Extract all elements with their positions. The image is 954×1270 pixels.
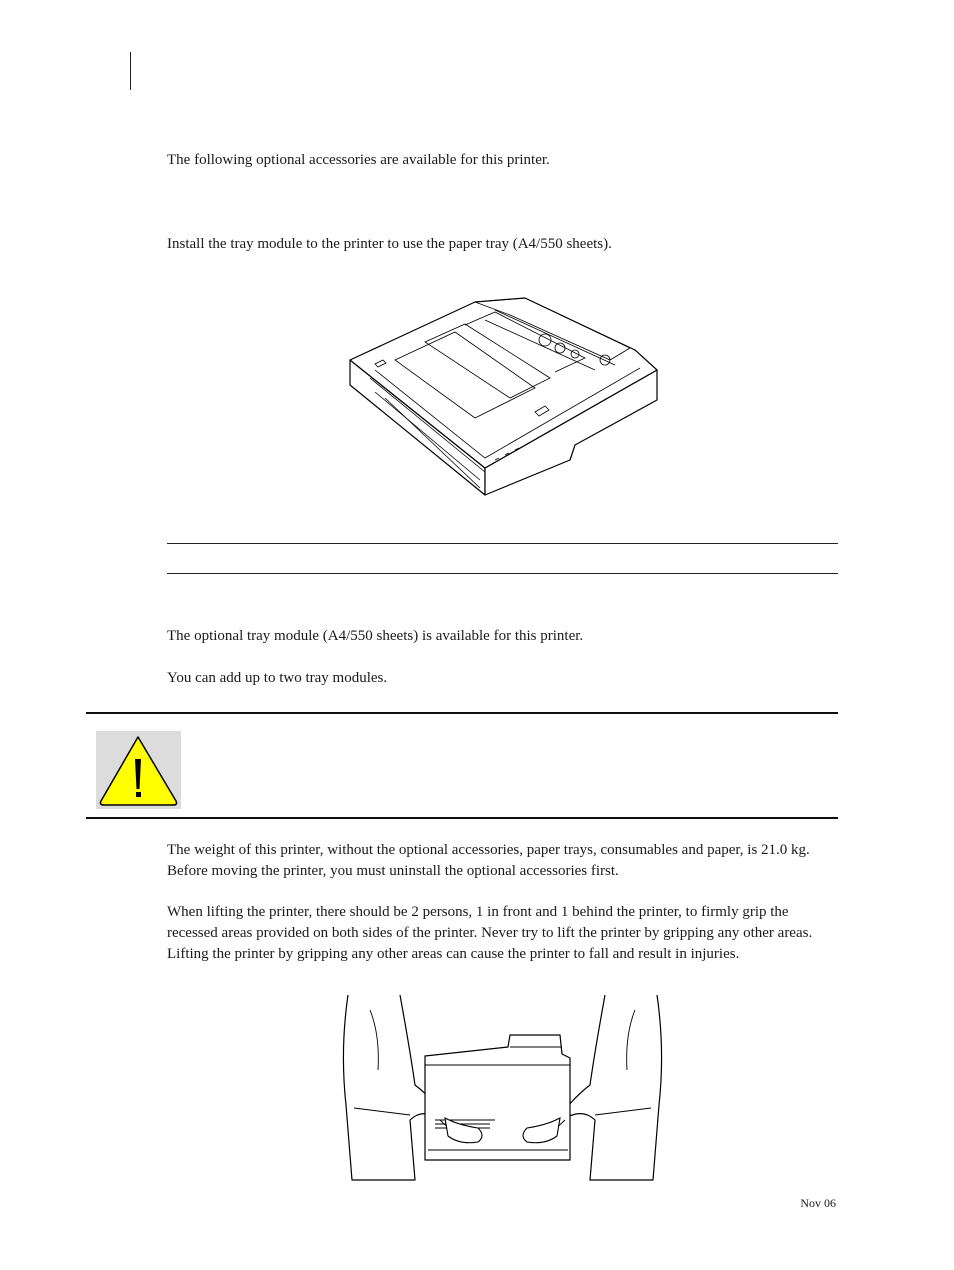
warning-icon: [96, 731, 181, 809]
intro-text: The following optional accessories are available for this printer.: [167, 152, 550, 168]
caution-top-rule: [86, 712, 838, 714]
caution-bottom-rule: [86, 817, 838, 819]
lifting-printer-illustration: [340, 990, 665, 1185]
margin-change-bar: [130, 52, 131, 90]
footer-date: Nov 06: [800, 1196, 836, 1210]
caution-lifting-text: When lifting the printer, there should be 2 persons, 1 in front and 1 behind the printer, to firmly grip the recessed areas provided on both sides of the printer. Never try to lift the printer by gripping any other areas. Lifting the printer by gripping any other areas can cause the printer to fall and result in injuries.: [167, 904, 813, 962]
section-divider-top: [167, 543, 838, 544]
tray-limit-text: You can add up to two tray modules.: [167, 670, 388, 686]
tray-module-illustration: [345, 290, 665, 505]
caution-weight-text: The weight of this printer, without the optional accessories, paper trays, consumables and paper, is 21.0 kg. Before moving the printer, you must uninstall the optional accessories first.: [167, 842, 810, 879]
tray-install-text: Install the tray module to the printer to use the paper tray (A4/550 sheets).: [167, 236, 612, 252]
tray-availability-text: The optional tray module (A4/550 sheets) is available for this printer.: [167, 628, 584, 644]
warning-triangle-icon: [96, 731, 181, 809]
section-divider-bottom: [167, 573, 838, 574]
